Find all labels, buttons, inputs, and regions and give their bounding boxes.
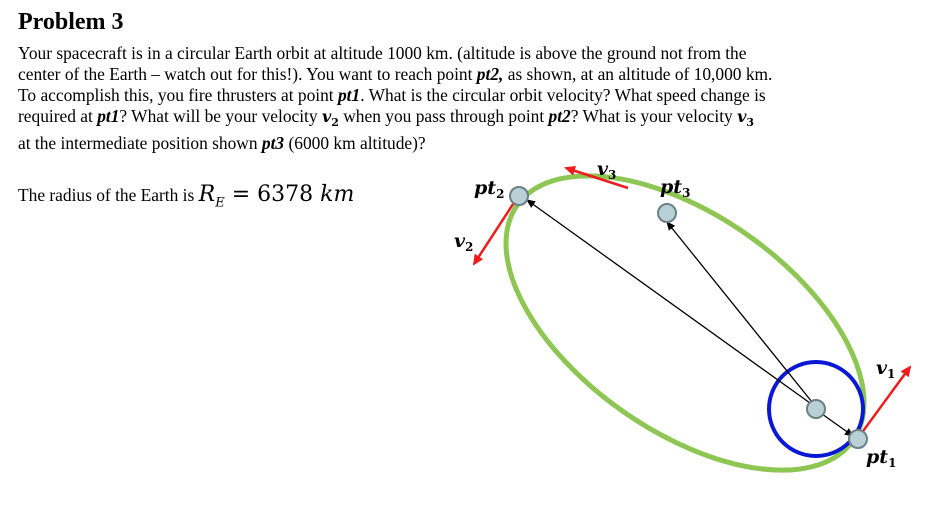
- point-reference: pt2: [548, 106, 571, 126]
- radius-prefix: The radius of the Earth is: [18, 185, 199, 205]
- statement-text: ? What is your velocity: [570, 106, 738, 126]
- label-pt2: $pt_2$: [474, 177, 505, 201]
- statement-text: center of the Earth – watch out for this!). You want to reach point: [18, 64, 477, 84]
- label-v2: $v_2$: [454, 230, 474, 254]
- point-pt3: [658, 204, 676, 222]
- label-pt1: $pt_1$: [866, 446, 897, 470]
- point-reference: pt2,: [476, 64, 504, 84]
- point-reference: pt1: [337, 85, 361, 105]
- statement-text: as shown, at an altitude of 10,000 km.: [503, 64, 773, 84]
- statement-text: To accomplish this, you fire thrusters at point: [18, 85, 338, 105]
- statement-text: when you pass through point: [338, 106, 549, 126]
- point-reference: pt3: [261, 133, 285, 154]
- velocity-symbol: $v_3$: [737, 107, 755, 130]
- statement-text: required at: [18, 106, 98, 126]
- radius-equals: =: [224, 182, 258, 207]
- radius-unit: km: [313, 182, 355, 207]
- problem-title: Problem 3: [18, 9, 124, 35]
- label-pt3: $pt_3$: [660, 176, 691, 200]
- radius-vector-pt2: [527, 200, 810, 403]
- point-reference: pt1: [97, 106, 120, 126]
- point-pt2: [510, 187, 528, 205]
- statement-text: Your spacecraft is in a circular Earth orbit at altitude 1000 km. (altitude is above the ground not from the: [18, 43, 747, 63]
- label-v3: $v_3$: [597, 158, 617, 182]
- statement-text: (6000 km altitude)?: [284, 133, 426, 154]
- radius-value: 6378: [257, 182, 314, 207]
- point-pt1: [849, 430, 867, 448]
- radius-vector-pt3: [667, 222, 812, 402]
- statement-text: at the intermediate position shown: [18, 133, 262, 154]
- radius-vector-pt1: [822, 414, 853, 436]
- statement-text: ? What will be your velocity: [119, 106, 322, 126]
- earth-center-point: [807, 400, 825, 418]
- velocity-arrow-v2: [474, 198, 517, 264]
- radius-symbol: $R_E$: [198, 182, 225, 211]
- velocity-symbol: $v_2$: [321, 107, 339, 130]
- label-v1: $v_1$: [876, 357, 896, 381]
- statement-text: . What is the circular orbit velocity? What speed change is: [360, 85, 766, 105]
